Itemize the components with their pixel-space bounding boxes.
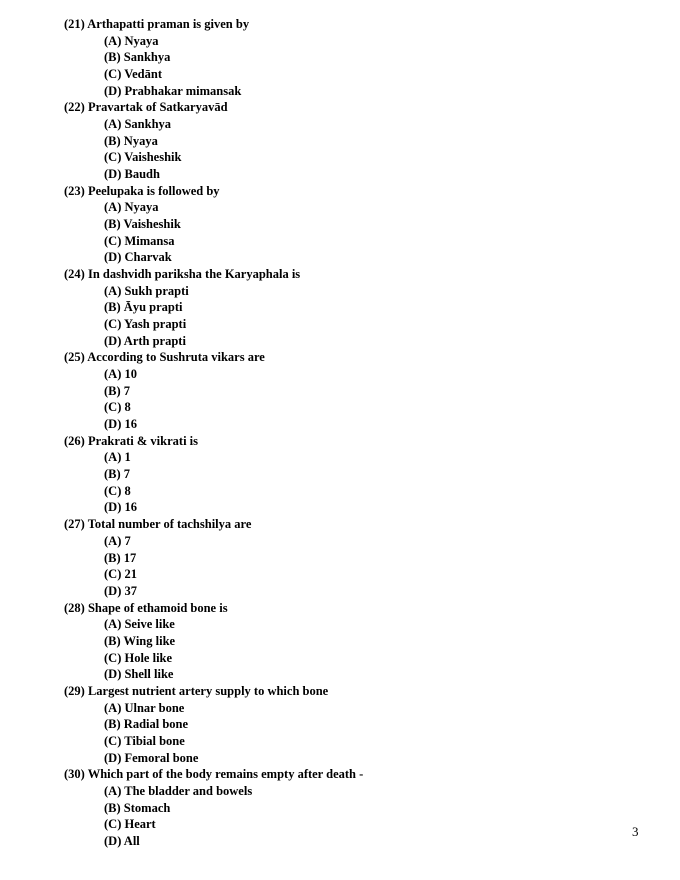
answer-option: (C) Heart [104,817,156,832]
answer-option: (B) Wing like [104,633,176,648]
question-text: (25) According to Sushruta vikars are [64,350,265,365]
answer-option: (A) Nyaya [104,33,159,48]
answer-option: (B) 7 [104,383,131,398]
question-text: (24) In dashvidh pariksha the Karyaphala is [64,267,301,282]
question-text: (28) Shape of ethamoid bone is [64,600,228,615]
answer-option: (B) 17 [104,550,137,565]
question-item [64,766,363,849]
question-item [64,16,363,99]
answer-option: (B) Radial bone [104,717,189,732]
answer-option: (C) Tibial bone [104,733,185,748]
answer-option: (C) Yash prapti [104,317,187,332]
answer-option: (C) Mimansa [104,233,175,248]
answer-option: (D) Charvak [104,250,172,265]
answer-option: (B) Nyaya [104,133,158,148]
answer-option: (D) Baudh [104,167,160,182]
question-item [64,683,363,766]
question-text: (23) Peelupaka is followed by [64,183,220,198]
answer-option: (A) 1 [104,450,131,465]
question-text: (30) Which part of the body remains empty after death - [64,767,364,782]
question-list [64,16,363,850]
question-item [64,99,363,182]
answer-option: (A) 10 [104,367,137,382]
answer-option: (B) Vaisheshik [104,217,181,232]
answer-option: (A) The bladder and bowels [104,783,253,798]
question-item [64,266,363,349]
answer-option: (C) Hole like [104,650,173,665]
answer-option: (D) 37 [104,583,137,598]
question-item [64,349,363,432]
answer-option: (D) All [104,833,140,848]
question-text: (26) Prakrati & vikrati is [64,433,199,448]
question-text: (22) Pravartak of Satkaryavād [64,100,228,115]
question-item [64,516,363,599]
question-item [64,433,363,516]
answer-option: (A) Nyaya [104,200,159,215]
question-item [64,600,363,683]
answer-option: (A) Ulnar bone [104,700,185,715]
answer-option: (D) 16 [104,417,137,432]
answer-option: (C) 21 [104,567,137,582]
answer-option: (B) Stomach [104,800,171,815]
question-text: (27) Total number of tachshilya are [64,517,252,532]
answer-option: (D) Prabhakar mimansak [104,83,242,98]
answer-option: (B) 7 [104,467,131,482]
answer-option: (D) 16 [104,500,137,515]
answer-option: (A) Sankhya [104,117,172,132]
answer-option: (A) Sukh prapti [104,283,189,298]
answer-option: (B) Sankhya [104,50,171,65]
answer-option: (C) Vedānt [104,67,162,82]
answer-option: (D) Shell like [104,667,174,682]
answer-option: (D) Femoral bone [104,750,199,765]
answer-option: (C) 8 [104,483,131,498]
answer-option: (C) 8 [104,400,131,415]
answer-option: (B) Āyu prapti [104,300,183,315]
answer-option: (A) Seive like [104,617,175,632]
question-text: (29) Largest nutrient artery supply to which bone [64,683,329,698]
question-item [64,183,363,266]
answer-option: (C) Vaisheshik [104,150,182,165]
question-text: (21) Arthapatti praman is given by [64,17,250,31]
answer-option: (A) 7 [104,533,131,548]
page-number: 3 [632,824,639,839]
answer-option: (D) Arth prapti [104,333,186,348]
